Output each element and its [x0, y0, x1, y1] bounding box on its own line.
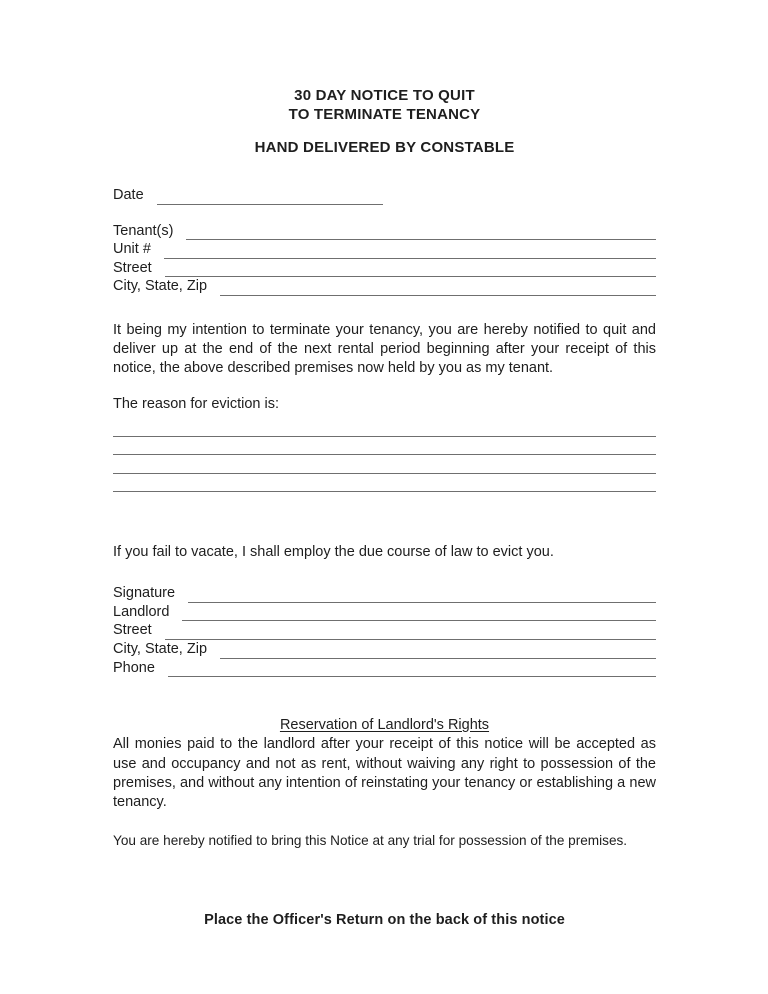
landlord-signature-block — [113, 584, 656, 677]
trial-notice-text: You are hereby notified to bring this Notice at any trial for possession of the premises. — [113, 833, 628, 849]
intent-paragraph: It being my intention to terminate your tenancy, you are hereby notified to quit and deliver up at the end of the next rental period beginning after your receipt of this notice, the above described premises now held by you as my tenant. — [113, 321, 656, 377]
tenant-field-row — [113, 277, 656, 296]
eviction-reason-input-line[interactable] — [113, 419, 656, 437]
signature-input-line[interactable] — [188, 587, 656, 603]
vacate-warning-text: If you fail to vacate, I shall employ the due course of law to evict you. — [113, 544, 554, 561]
tenant-field-row — [113, 222, 656, 241]
officers-return-instruction: Place the Officer's Return on the back of this notice — [204, 912, 565, 929]
tenant-city-state-zip-label: City, State, Zip — [113, 278, 208, 295]
landlord-city-state-zip-label: City, State, Zip — [113, 640, 208, 657]
landlord-field-row — [113, 584, 656, 603]
tenant-field-row — [113, 259, 656, 278]
eviction-reason-label: The reason for eviction is: — [113, 395, 280, 412]
reservation-paragraph: All monies paid to the landlord after your receipt of this notice will be accepted as use and occupancy and not as rent, without waiving any right to possession of the premises, and without any intention of reinstating your tenancy or establishing a new tenancy. — [113, 736, 656, 810]
landlord-field-row — [113, 640, 656, 659]
tenant-street-label: Street — [113, 259, 152, 276]
signature-label: Signature — [113, 585, 176, 602]
tenants-label: Tenant(s) — [113, 222, 174, 239]
tenants-input-line[interactable] — [186, 224, 656, 240]
reservation-heading: Reservation of Landlord's Rights — [279, 717, 490, 734]
title-line-2: TO TERMINATE TENANCY — [288, 106, 481, 123]
tenant-address-block — [113, 222, 656, 296]
landlord-name-label: Landlord — [113, 603, 170, 620]
eviction-reason-input-line[interactable] — [113, 455, 656, 473]
unit-number-input-line[interactable] — [164, 243, 656, 259]
tenant-street-input-line[interactable] — [165, 261, 656, 277]
phone-input-line[interactable] — [168, 661, 656, 677]
landlord-street-label: Street — [113, 622, 152, 639]
phone-label: Phone — [113, 659, 155, 676]
date-input-line[interactable] — [157, 189, 383, 205]
tenant-city-state-zip-input-line[interactable] — [220, 280, 656, 296]
reservation-of-rights-section — [113, 716, 656, 812]
unit-number-label: Unit # — [113, 241, 151, 258]
eviction-reason-lines — [113, 419, 656, 493]
document-title — [113, 86, 656, 124]
landlord-field-row — [113, 621, 656, 640]
date-field-row — [113, 186, 656, 205]
eviction-reason-input-line[interactable] — [113, 474, 656, 492]
tenant-field-row — [113, 240, 656, 259]
landlord-city-state-zip-input-line[interactable] — [220, 643, 656, 659]
landlord-name-input-line[interactable] — [182, 605, 656, 621]
landlord-street-input-line[interactable] — [165, 624, 656, 640]
eviction-reason-input-line[interactable] — [113, 437, 656, 455]
date-label: Date — [113, 187, 144, 203]
document-subtitle: HAND DELIVERED BY CONSTABLE — [254, 139, 515, 156]
landlord-field-row — [113, 659, 656, 678]
landlord-field-row — [113, 603, 656, 622]
title-line-1: 30 DAY NOTICE TO QUIT — [294, 87, 475, 104]
